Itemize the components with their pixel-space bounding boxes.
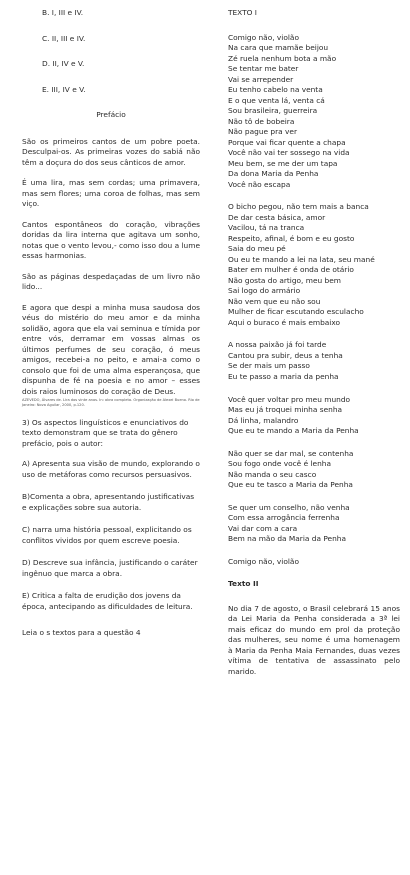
citation: AZEVEDO, Álvares de. Lira dos vinte anos. In: obra completa. Organização de Alexei Bueno. Rio de Janeiro: Nova Aguilar, 2000, p.120. [22, 398, 200, 408]
lyric-line: Não tô de bobeira [228, 116, 295, 126]
option-d: D. II, IV e V. [42, 59, 85, 69]
top-options [22, 8, 200, 95]
lyric-line: Sou brasileira, guerreira [228, 106, 318, 116]
lyric-line: E o que venta lá, venta cá [228, 95, 325, 105]
question-3: 3) Os aspectos linguísticos e enunciativos do texto demonstram que se trata do gênero prefácio, pois o autor: [22, 417, 189, 448]
option-e: E. III, IV e V. [42, 84, 86, 94]
texto2-body: No dia 7 de agosto, o Brasil celebrará 15 anos da Lei Maria da Penha considerada a 3ª lei mais eficaz do mundo em prol da proteção das mulheres, seu nome é uma homenagem à Maria da Penha Maia Fernandes, duas vezes vítima de tentativa de assassinato pelo marido. [228, 603, 400, 676]
lyric-line: Zé ruela nenhum bota a mão [228, 53, 337, 63]
lyric-line: Sai logo do armário [228, 286, 301, 296]
alternative-e: E) Critica a falta de erudição dos jovens da época, antecipando as dificuldades de leitura. [22, 591, 193, 611]
prefacio-paragraph-3: Cantos espontâneos do coração, vibrações doridas da lira interna que agitava um sonho, notas que o vento levou,- como isso dou a lume essas harmonias. [22, 219, 200, 261]
lyric-line: Bater em mulher é onda de otário [228, 265, 354, 275]
stanza-6 [228, 503, 400, 545]
lyric-line: Ou eu te mando a lei na lata, seu mané [228, 254, 375, 264]
song-lyrics [228, 33, 400, 568]
lyric-line: Sou fogo onde você é lenha [228, 459, 331, 469]
lyric-line: Não gosta do artigo, meu bem [228, 275, 341, 285]
stanza-1 [228, 33, 400, 191]
lyric-line: Mulher de ficar escutando esculacho [228, 307, 364, 317]
alternative-b: B)Comenta a obra, apresentando justificativas e explicações sobre sua autoria. [22, 492, 195, 512]
alternative-d: D) Descreve sua infância, justificando o caráter ingênuo que marca a obra. [22, 558, 198, 578]
prefacio-paragraph-1: São os primeiros cantos de um pobre poeta. Desculpai-os. As primeiras vozes do sabiá não têm a doçura do dos seus cânticos de amor. [22, 136, 200, 167]
lyric-line: Da dona Maria da Penha [228, 169, 319, 179]
lyric-line: Vai dar com a cara [228, 523, 298, 533]
stanza-3 [228, 340, 400, 382]
alternative-c: C) narra uma história pessoal, explicitando os conflitos vividos por quem escreve poesia. [22, 525, 192, 545]
lyric-line: Aqui o buraco é mais embaixo [228, 317, 341, 327]
lyric-line: Eu tenho cabelo na venta [228, 85, 323, 95]
lyric-line: Mas eu já troquei minha senha [228, 405, 343, 415]
lyric-line: Não manda o seu casco [228, 469, 317, 479]
lyric-line: Na cara que mamãe beijou [228, 43, 329, 53]
reading-instruction: Leia o s textos para a questão 4 [22, 628, 141, 638]
texto2-title: Texto II [228, 579, 259, 589]
lyric-line: Dá linha, malandro [228, 415, 299, 425]
lyric-line: Comigo não, violão [228, 32, 299, 42]
lyric-line: Eu te passo a maria da penha [228, 371, 339, 381]
lyric-line: Comigo não, violão [228, 556, 299, 566]
stanza-2 [228, 202, 400, 328]
stanza-7 [228, 557, 400, 568]
alternatives [22, 459, 200, 612]
lyric-line: Com essa arrogância ferrenha [228, 513, 340, 523]
lyric-line: Vacilou, tá na tranca [228, 223, 305, 233]
lyric-line: Cantou pra subir, deus a tenha [228, 350, 343, 360]
lyric-line: Que eu te tasco a Maria da Penha [228, 480, 353, 490]
lyric-line: Meu bem, se me der um tapa [228, 158, 338, 168]
lyric-line: Respeito, afinal, é bom e eu gosto [228, 233, 355, 243]
texto1-title: TEXTO I [228, 8, 257, 17]
lyric-line: A nossa paixão já foi tarde [228, 340, 327, 350]
stanza-5 [228, 449, 400, 491]
prefacio-paragraph-4: São as páginas despedaçadas de um livro não lido... [22, 271, 200, 292]
prefacio-paragraph-2: É uma lira, mas sem cordas; uma primavera, mas sem flores; uma coroa de folhas, mas sem viço. [22, 178, 200, 209]
stanza-4 [228, 395, 400, 437]
lyric-line: Saia do meu pé [228, 244, 286, 254]
option-b: B. I, III e IV. [42, 8, 84, 17]
lyric-line: Não pague pra ver [228, 127, 297, 137]
lyric-line: De dar cesta básica, amor [228, 212, 326, 222]
alternative-a: A) Apresenta sua visão de mundo, explorando o uso de metáforas como recursos persuasivos. [22, 459, 200, 479]
lyric-line: Porque vai ficar quente a chapa [228, 137, 346, 147]
lyric-line: Não quer se dar mal, se contenha [228, 448, 354, 458]
lyric-line: Não vem que eu não sou [228, 296, 321, 306]
option-c: C. II, III e IV. [42, 33, 86, 43]
left-column [22, 8, 200, 639]
right-column [228, 8, 400, 685]
prefacio-paragraph-5: E agora que despi a minha musa saudosa dos véus do mistério do meu amor e da minha solidão, agora que ela vai seminua e tímida por entre vós, derramar em vossas almas os últimos perfumes de seu coração, ó meus amigos, recebei-a no peito, e amai-a como o consolo que foi de uma alma esperançosa, que dispunha de fé na poesia e no amor – esses dois raios luminosos do coração de Deus. [22, 302, 200, 396]
lyric-line: Que eu te mando a Maria da Penha [228, 426, 359, 436]
lyric-line: Vai se arrepender [228, 74, 294, 84]
lyric-line: Se tentar me bater [228, 64, 299, 74]
lyric-line: O bicho pegou, não tem mais a banca [228, 202, 369, 212]
lyric-line: Se quer um conselho, não venha [228, 502, 350, 512]
lyric-line: Você quer voltar pro meu mundo [228, 394, 351, 404]
lyric-line: Bem na mão da Maria da Penha [228, 534, 346, 544]
lyric-line: Você não escapa [228, 179, 291, 189]
lyric-line: Você não vai ter sossego na vida [228, 148, 350, 158]
prefacio-title: Prefácio [96, 110, 126, 120]
texto2 [228, 579, 400, 677]
lyric-line: Se der mais um passo [228, 361, 310, 371]
